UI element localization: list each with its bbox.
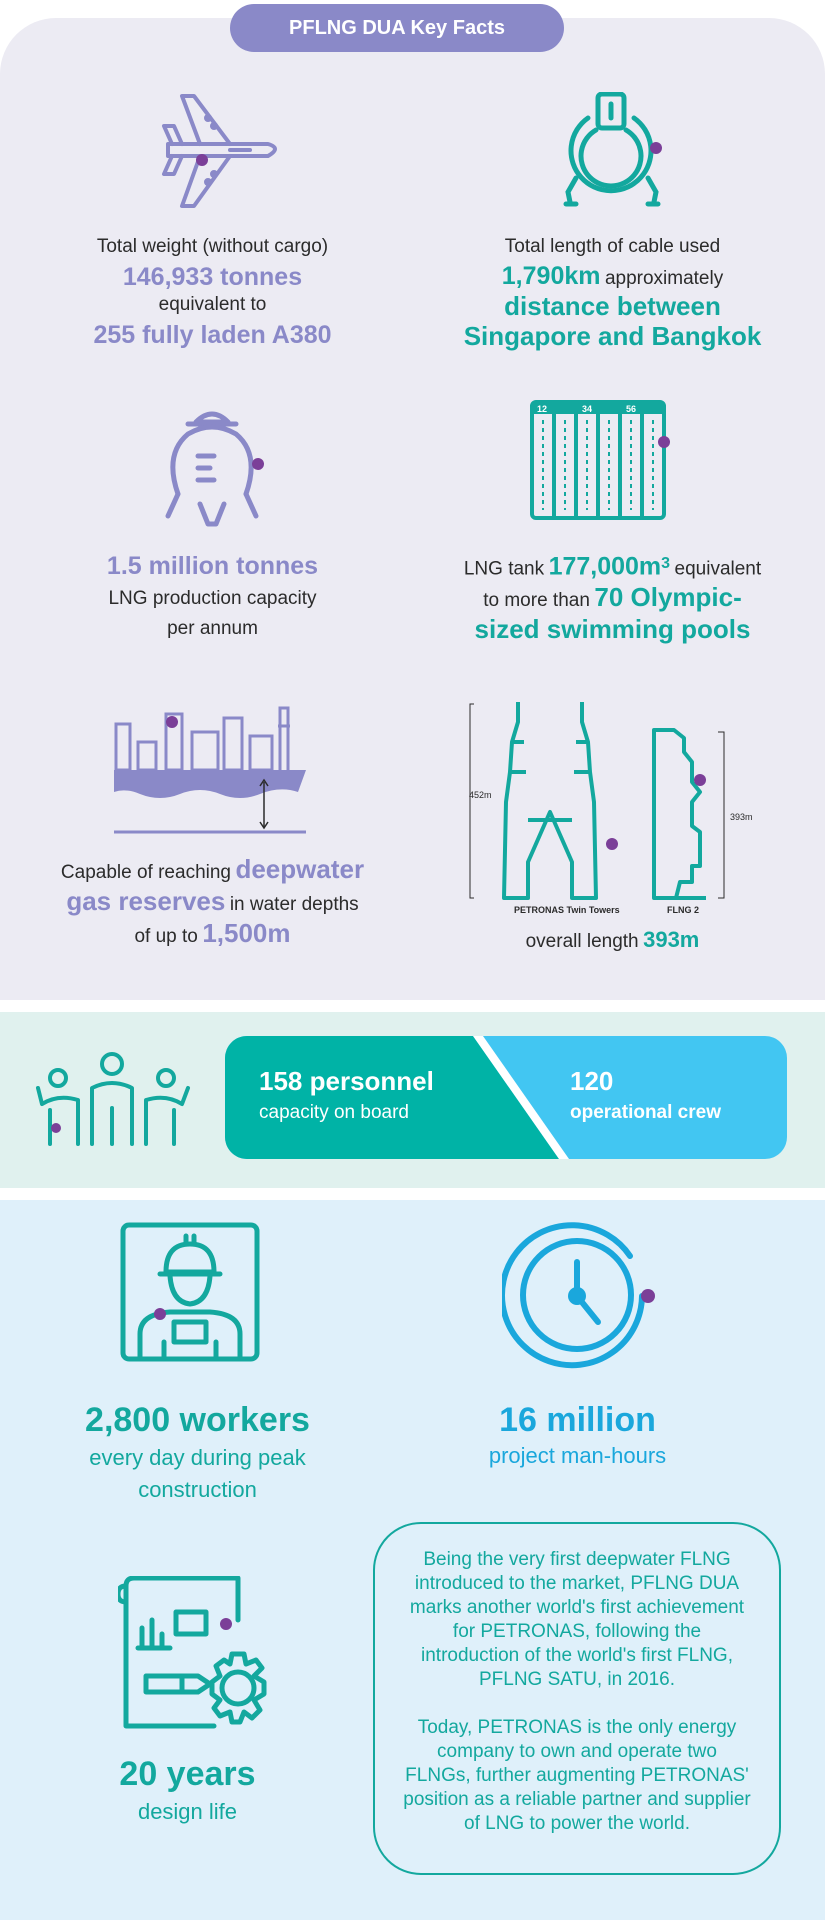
tank-compare-prefix: to more than	[483, 590, 590, 611]
tank-icon	[530, 400, 676, 522]
production-period: per annum	[167, 618, 258, 639]
design-document-icon	[118, 1576, 282, 1732]
cable-label: Total length of cable used	[504, 236, 721, 257]
cable-icon	[560, 92, 664, 214]
workers-label2: construction	[138, 1477, 257, 1502]
deepwater-highlight1: deepwater	[235, 854, 365, 884]
tank-value: 177,000m	[548, 552, 662, 581]
crew-card-background	[225, 1036, 787, 1159]
tank-highlight2: sized swimming pools	[474, 614, 751, 644]
flng-caption: FLNG 2	[667, 905, 700, 915]
hours-value: 16 million	[499, 1401, 656, 1439]
personnel-label: capacity on board	[259, 1102, 409, 1123]
info-paragraph-1: Being the very first deepwater FLNG introduced to the market, PFLNG DUA marks another world's first achievement for PETRONAS, following the introduction of the world's first FLNG, PFLNG SATU, in 2016.	[409, 1549, 745, 1690]
production-label: LNG production capacity	[108, 588, 317, 609]
tank-superscript: 3	[661, 555, 671, 572]
weight-equivalent-label: equivalent to	[158, 294, 267, 315]
tank-highlight1: 70 Olympic-	[594, 582, 742, 612]
cable-approx: approximately	[604, 268, 724, 289]
deepwater-suffix: in water depths	[229, 894, 359, 915]
twin-towers-comparison-icon	[466, 702, 760, 910]
tank-prefix: LNG tank	[463, 558, 545, 580]
tank-label-34: 34	[582, 404, 593, 414]
tower-height-label: 452m	[469, 790, 492, 800]
worker-icon	[120, 1222, 260, 1362]
life-value: 20 years	[119, 1755, 256, 1793]
cable-highlight-line2: Singapore and Bangkok	[463, 321, 762, 351]
length-line	[420, 922, 805, 961]
ship-icon	[110, 706, 310, 836]
info-box	[373, 1522, 781, 1875]
lng-vessel-icon	[160, 404, 264, 530]
deepwater-prefix: Capable of reaching	[60, 862, 231, 883]
weight-value: 146,933 tonnes	[122, 263, 303, 291]
flng-height-label: 393m	[730, 812, 753, 822]
deepwater-line3	[20, 916, 405, 955]
tank-label-56: 56	[626, 404, 637, 414]
towers-caption: PETRONAS Twin Towers	[514, 905, 620, 915]
deepwater-highlight2: gas reserves	[66, 886, 226, 916]
tank-label-12: 12	[537, 404, 548, 414]
tank-suffix: equivalent	[674, 558, 762, 580]
workers-label1: every day during peak	[89, 1445, 306, 1470]
team-icon	[34, 1052, 192, 1148]
crew-value: 120	[570, 1066, 614, 1096]
crew-label: operational crew	[570, 1102, 721, 1123]
deepwater-depth-prefix: of up to	[134, 926, 198, 947]
cable-value: 1,790km	[501, 262, 601, 290]
weight-label: Total weight (without cargo)	[96, 236, 329, 257]
production-value: 1.5 million tonnes	[106, 552, 319, 580]
personnel-value: 158 personnel	[259, 1066, 434, 1096]
airplane-icon	[160, 92, 286, 210]
hours-label: project man-hours	[488, 1443, 667, 1468]
info-paragraph-2: Today, PETRONAS is the only energy company to own and operate two FLNGs, further augmenting PETRONAS' position as a reliable partner and supplier of LNG to power the world.	[403, 1717, 751, 1834]
page-title: PFLNG DUA Key Facts	[230, 4, 564, 52]
life-label: design life	[137, 1799, 238, 1824]
cable-highlight-line1: distance between	[504, 291, 721, 321]
length-prefix: overall length	[525, 931, 639, 952]
length-value: 393m	[643, 927, 700, 952]
workers-value: 2,800 workers	[85, 1401, 310, 1439]
deepwater-value: 1,500m	[202, 918, 291, 948]
weight-highlight: 255 fully laden A380	[93, 321, 332, 349]
crew-card	[225, 1036, 787, 1159]
clock-icon	[502, 1220, 658, 1370]
